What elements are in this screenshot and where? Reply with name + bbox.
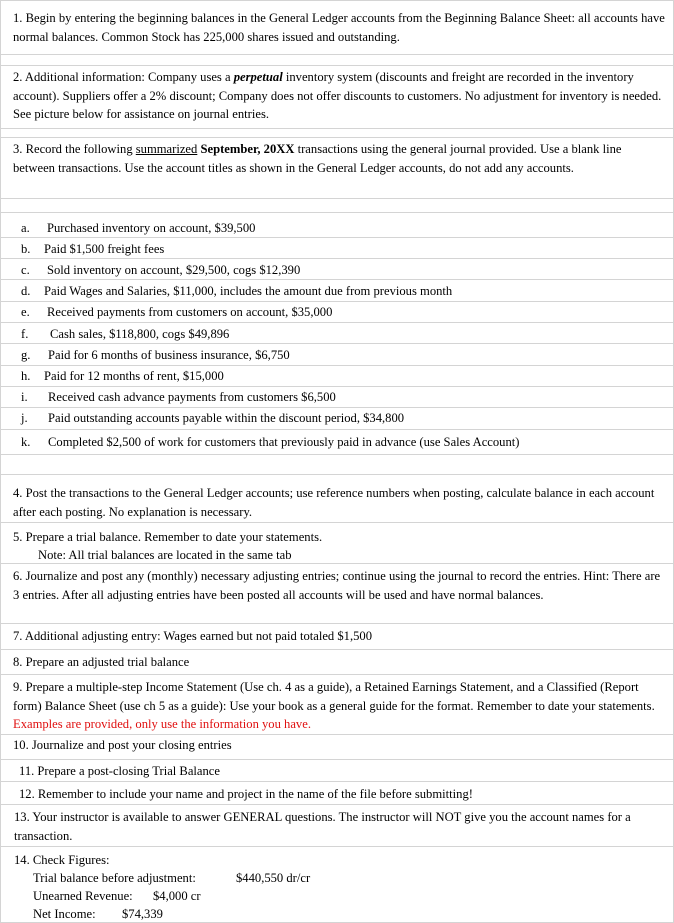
step-2-suffix: inventory system (discounts and freight are recorded in the inventory account). Suppliers offer a 2% discount; Company does not offer discounts to customers. No adjustment for inventory is needed. See picture below for assistance on journal entries. bbox=[13, 70, 662, 121]
grid-line bbox=[0, 804, 674, 805]
transaction-text: Purchased inventory on account, $39,500 bbox=[47, 221, 256, 235]
grid-line bbox=[0, 54, 674, 55]
transaction-letter: k. bbox=[21, 435, 31, 449]
instruction-step-6: 6. Journalize and post any (monthly) necessary adjusting entries; continue using the journal to record the entries. Hint: There are 3 entries. After all adjusting entries have been posted all accounts will be used and have normal balances. bbox=[13, 569, 661, 602]
transaction-text: Paid for 12 months of rent, $15,000 bbox=[44, 369, 224, 383]
instruction-step-1: 1. Begin by entering the beginning balances in the General Ledger accounts from the Beginning Balance Sheet: all accounts have normal balances. Common Stock has 225,000 shares issued and outstanding. bbox=[13, 11, 665, 44]
grid-line bbox=[0, 365, 674, 366]
transaction-letter: i. bbox=[21, 390, 28, 404]
transaction-letter: b. bbox=[21, 242, 31, 256]
instruction-step-12: 12. Remember to include your name and project in the name of the file before submitting! bbox=[19, 787, 473, 801]
instruction-step-13: 13. Your instructor is available to answer GENERAL questions. The instructor will NOT give you the account names for a transaction. bbox=[14, 810, 631, 843]
grid-line bbox=[0, 429, 674, 430]
grid-line bbox=[0, 623, 674, 624]
step-2-prefix: 2. Additional information: Company uses a bbox=[13, 70, 234, 84]
transaction-text: Sold inventory on account, $29,500, cogs $12,390 bbox=[47, 263, 301, 277]
transaction-text: Completed $2,500 of work for customers that previously paid in advance (use Sales Account) bbox=[48, 435, 520, 449]
grid-line bbox=[0, 649, 674, 650]
grid-line bbox=[0, 65, 674, 66]
transaction-letter: c. bbox=[21, 263, 30, 277]
transaction-text: Received payments from customers on account, $35,000 bbox=[47, 305, 333, 319]
step-3-prefix: 3. Record the following bbox=[13, 142, 136, 156]
instruction-step-3 bbox=[13, 140, 666, 177]
check-figure-value: $74,339 bbox=[122, 907, 163, 921]
grid-line bbox=[0, 846, 674, 847]
check-figure-value: $4,000 cr bbox=[153, 889, 201, 903]
grid-line bbox=[0, 212, 674, 213]
transaction-letter: j. bbox=[21, 411, 28, 425]
step-2-emphasis: perpetual bbox=[233, 70, 283, 84]
transaction-letter: e. bbox=[21, 305, 30, 319]
step-3-underlined: summarized bbox=[135, 142, 198, 156]
transaction-letter: f. bbox=[21, 327, 29, 341]
grid-line bbox=[0, 137, 674, 138]
grid-line bbox=[0, 258, 674, 259]
instruction-step-10: 10. Journalize and post your closing entries bbox=[13, 738, 232, 752]
instruction-step-5: 5. Prepare a trial balance. Remember to date your statements. bbox=[13, 530, 323, 544]
transaction-text: Paid $1,500 freight fees bbox=[44, 242, 165, 256]
step-9-red-note: Examples are provided, only use the information you have. bbox=[13, 717, 311, 731]
instruction-step-14: 14. Check Figures: bbox=[14, 853, 110, 867]
grid-line bbox=[0, 322, 674, 323]
step-9-text: 9. Prepare a multiple-step Income Statement (Use ch. 4 as a guide), a Retained Earnings Statement, and a Classified (Report form) Balance Sheet (use ch 5 as a guide): Use your book as a general guide for the format. Remember to date your statements. bbox=[13, 680, 655, 713]
grid-line bbox=[0, 0, 1, 923]
step-3-bold: September, 20XX bbox=[197, 142, 295, 156]
instruction-step-5-note: Note: All trial balances are located in the same tab bbox=[38, 548, 292, 562]
check-figure-value: $440,550 dr/cr bbox=[236, 871, 311, 885]
instruction-step-9 bbox=[13, 678, 666, 734]
instruction-step-8: 8. Prepare an adjusted trial balance bbox=[13, 655, 190, 669]
grid-line bbox=[0, 237, 674, 238]
check-figure-label: Trial balance before adjustment: bbox=[33, 871, 196, 885]
grid-line bbox=[0, 454, 674, 455]
check-figure-label: Net Income: bbox=[33, 907, 96, 921]
instruction-step-4: 4. Post the transactions to the General Ledger accounts; use reference numbers when posting, calculate balance in each account after each posting. No explanation is necessary. bbox=[13, 486, 655, 519]
grid-line bbox=[0, 407, 674, 408]
transaction-text: Paid for 6 months of business insurance, $6,750 bbox=[48, 348, 290, 362]
grid-line bbox=[0, 734, 674, 735]
grid-line bbox=[0, 474, 674, 475]
check-figure-label: Unearned Revenue: bbox=[33, 889, 133, 903]
transaction-text: Received cash advance payments from customers $6,500 bbox=[48, 390, 336, 404]
grid-line bbox=[0, 301, 674, 302]
grid-line bbox=[0, 522, 674, 523]
instruction-step-2 bbox=[13, 68, 666, 124]
transaction-letter: a. bbox=[21, 221, 30, 235]
transaction-letter: d. bbox=[21, 284, 31, 298]
grid-line bbox=[0, 343, 674, 344]
transaction-letter: h. bbox=[21, 369, 31, 383]
transaction-letter: g. bbox=[21, 348, 31, 362]
transaction-text: Cash sales, $118,800, cogs $49,896 bbox=[50, 327, 230, 341]
step-3-suffix: transactions using the general journal provided. Use a blank line between transactions. Use the account titles as shown in the General Ledger accounts, do not add any accounts. bbox=[13, 142, 622, 175]
grid-line bbox=[0, 279, 674, 280]
grid-line bbox=[0, 128, 674, 129]
transaction-text: Paid outstanding accounts payable within the discount period, $34,800 bbox=[48, 411, 405, 425]
grid-line bbox=[0, 674, 674, 675]
grid-line bbox=[0, 0, 674, 1]
grid-line bbox=[0, 781, 674, 782]
grid-line bbox=[0, 198, 674, 199]
instruction-step-11: 11. Prepare a post-closing Trial Balance bbox=[19, 764, 220, 778]
grid-line bbox=[0, 759, 674, 760]
instruction-step-7: 7. Additional adjusting entry: Wages earned but not paid totaled $1,500 bbox=[13, 629, 373, 643]
grid-line bbox=[0, 386, 674, 387]
transaction-text: Paid Wages and Salaries, $11,000, includes the amount due from previous month bbox=[44, 284, 453, 298]
